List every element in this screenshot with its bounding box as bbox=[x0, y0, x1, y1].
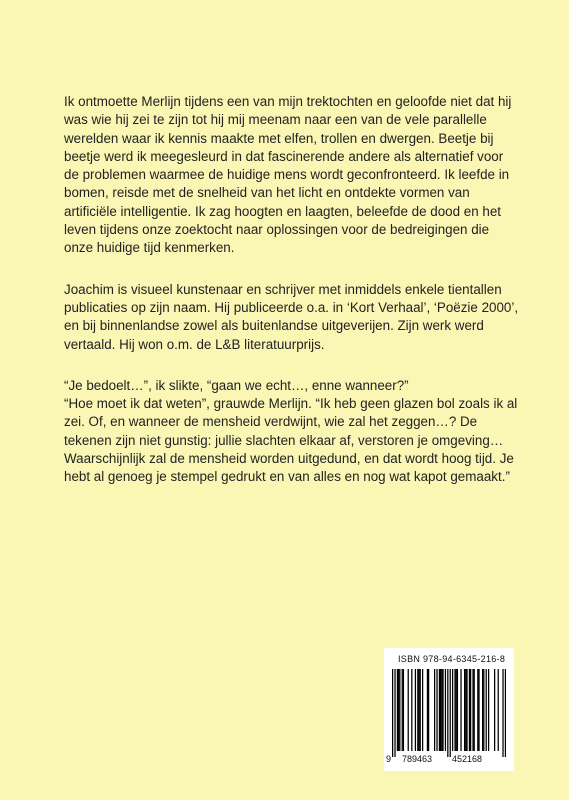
barcode-bar bbox=[392, 669, 393, 757]
barcode-bar bbox=[482, 669, 483, 751]
barcode-bar bbox=[452, 669, 453, 751]
barcode-bar bbox=[465, 669, 466, 751]
barcode-bar bbox=[450, 669, 451, 757]
barcode-bar bbox=[464, 669, 465, 751]
dialog-line-1: “Je bedoelt…”, ik slikte, “gaan we echt…, enne wanneer?” bbox=[64, 377, 409, 393]
barcode-bars bbox=[392, 669, 506, 757]
barcode-bar bbox=[466, 669, 467, 751]
barcode-bar bbox=[505, 669, 506, 757]
barcode-bar bbox=[442, 669, 443, 751]
barcode-bar bbox=[439, 669, 440, 751]
barcode-digits-right: 452168 bbox=[452, 754, 483, 764]
barcode-digit-lead: 9 bbox=[386, 754, 392, 764]
barcode-bar bbox=[472, 669, 473, 751]
barcode-bar bbox=[428, 669, 429, 751]
barcode-bar bbox=[454, 669, 455, 751]
barcode-bar bbox=[411, 669, 412, 751]
barcode-box bbox=[384, 648, 514, 771]
barcode-bar bbox=[498, 669, 499, 751]
barcode-bar bbox=[422, 669, 423, 751]
barcode-bar bbox=[486, 669, 487, 751]
barcode-bar bbox=[399, 669, 400, 751]
barcode-bar bbox=[494, 669, 495, 751]
dialog-line-2: “Hoe moet ik dat weten”, grauwde Merlijn. “Ik heb geen glazen bol zoals ik al zei. Of, en wanneer de mensheid verdwijnt, wie zal het zeggen…? De tekenen zijn niet gunstig: jullie slachten elkaar af, verstoren je omgeving… Waarschijnlijk zal de mensheid worden uitgedund, en dat wordt hoog tijd. Je hebt al genoeg je stempel gedrukt en van alles en nog wat kapot gemaakt.” bbox=[64, 396, 518, 485]
barcode-bar bbox=[483, 669, 484, 751]
isbn-label: ISBN 978-94-6345-216-8 bbox=[398, 654, 506, 664]
blurb-text bbox=[64, 93, 519, 487]
barcode-bar bbox=[394, 669, 395, 757]
author-bio-paragraph: Joachim is visueel kunstenaar en schrijver met inmiddels enkele tientallen publicaties op zijn naam. Hij publiceerde o.a. in ‘Kort Verhaal’, ‘Poëzie 2000’, en bij binnenlandse zowel als buitenlandse uitgeverijen. Zijn werk werd vertaald. Hij won o.m. de L&B literatuurprijs. bbox=[64, 281, 519, 352]
barcode-digits-left: 789463 bbox=[402, 754, 433, 764]
barcode-bar bbox=[469, 669, 470, 751]
barcode-bar bbox=[403, 669, 404, 751]
barcode-bar bbox=[427, 669, 428, 751]
barcode-bar bbox=[460, 669, 461, 751]
synopsis-paragraph: Ik ontmoette Merlijn tijdens een van mijn trektochten en geloofde niet dat hij was wie hij zei te zijn tot hij mij meenam naar een van de vele parallelle werelden waar ik kennis maakte met elfen, trollen en dwergen. Beetje bij beetje werd ik meegesleurd in dat fascinerende andere als alternatief voor de problemen waarmee de huidige mens wordt geconfronteerd. Ik leefde in bomen, reisde met de snelheid van het licht en ontdekte vormen van artificiële intelligentie. Ik zag hoogten en laagten, beleefde de dood en het leven tijdens onze zoektocht naar oplossingen voor de bedreigingen die onze huidige tijd kenmerken. bbox=[64, 94, 512, 256]
barcode-bar bbox=[456, 669, 457, 751]
barcode-bar bbox=[420, 669, 421, 751]
barcode-bar bbox=[408, 669, 409, 751]
barcode-bar bbox=[441, 669, 442, 751]
barcode-bar bbox=[447, 669, 448, 757]
barcode-bar bbox=[436, 669, 437, 751]
barcode-bar bbox=[470, 669, 471, 751]
barcode-bar bbox=[477, 669, 478, 751]
barcode-bar bbox=[417, 669, 418, 751]
barcode-bar bbox=[398, 669, 399, 751]
barcode-bar bbox=[440, 669, 441, 751]
barcode-bar bbox=[415, 669, 416, 751]
barcode-bar bbox=[397, 669, 398, 751]
barcode-bar bbox=[402, 669, 403, 751]
barcode-bar bbox=[478, 669, 479, 751]
barcode-bar bbox=[488, 669, 489, 751]
barcode-bar bbox=[445, 669, 446, 751]
barcode-bar bbox=[474, 669, 475, 751]
barcode-bar bbox=[502, 669, 503, 757]
barcode-bar bbox=[434, 669, 435, 751]
barcode-bar bbox=[457, 669, 458, 751]
barcode-bar bbox=[418, 669, 419, 751]
